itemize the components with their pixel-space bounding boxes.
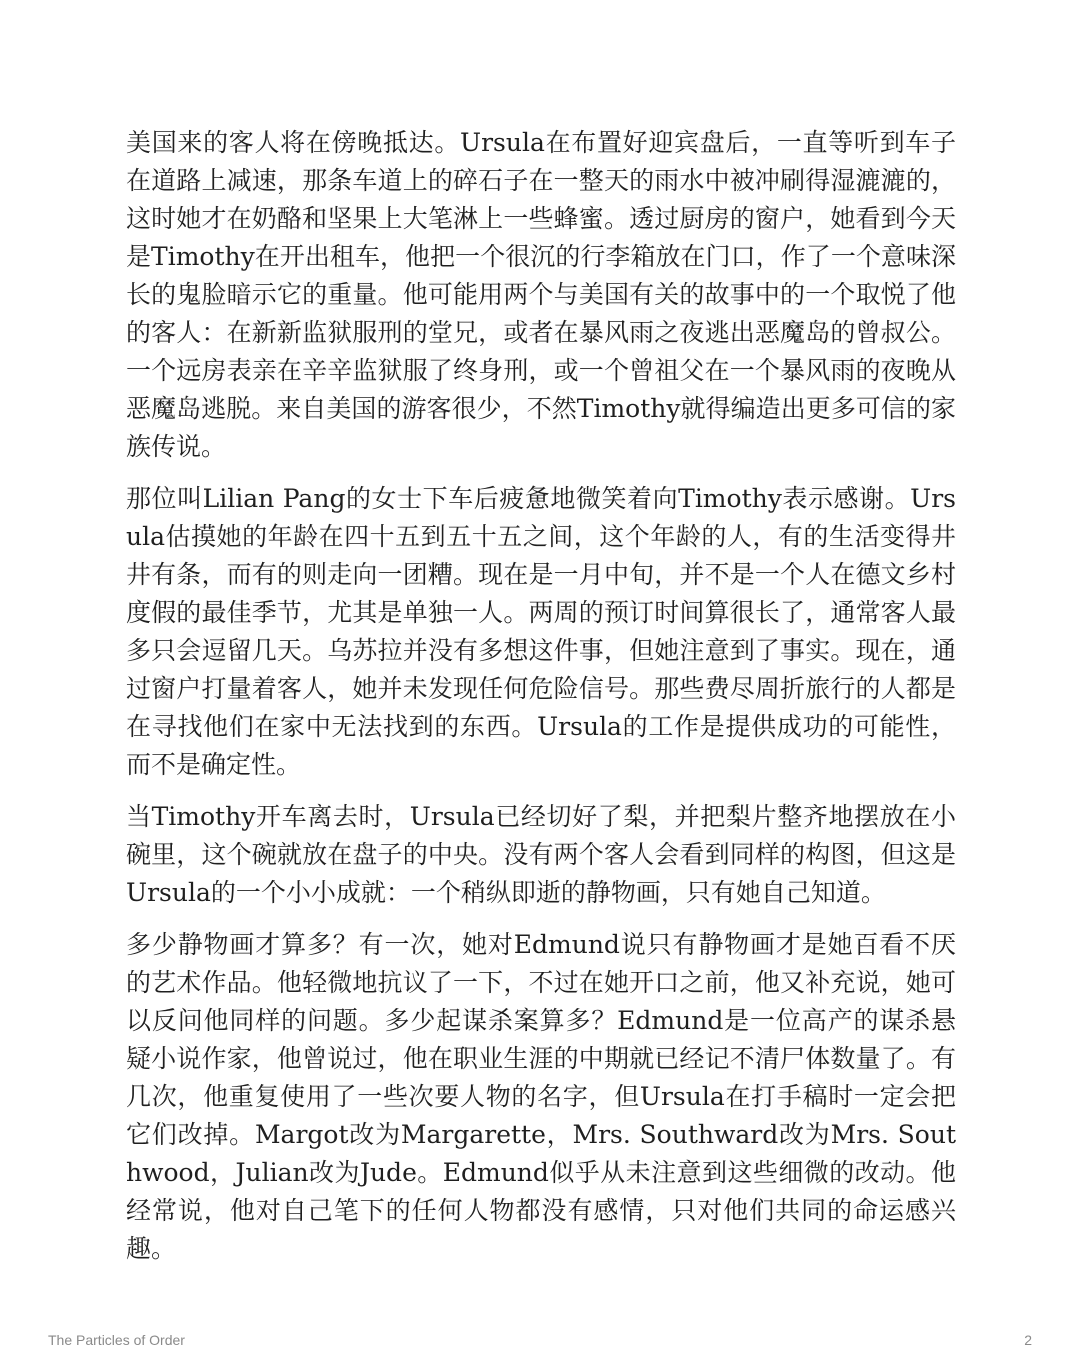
paragraph-2: 那位叫Lilian Pang的女士下车后疲惫地微笑着向Timothy表示感谢。Ursula估摸她的年龄在四十五到五十五之间，这个年龄的人，有的生活变得井井有条，而有的则走向一团糟。现在是一月中旬，并不是一个人在德文乡村度假的最佳季节，尤其是单独一人。两周的预订时间算很长了，通常客人最多只会逗留几天。乌苏拉并没有多想这件事，但她注意到了事实。现在，通过窗户打量着客人，她并未发现任何危险信号。那些费尽周折旅行的人都是在寻找他们在家中无法找到的东西。Ursula的工作是提供成功的可能性，而不是确定性。 <box>126 484 956 779</box>
footer-page-number: 2 <box>1024 1332 1032 1348</box>
body-text <box>126 124 956 1282</box>
paragraph-4: 多少静物画才算多？有一次，她对Edmund说只有静物画才是她百看不厌的艺术作品。他轻微地抗议了一下，不过在她开口之前，他又补充说，她可以反问他同样的问题。多少起谋杀案算多？Edmund是一位高产的谋杀悬疑小说作家，他曾说过，他在职业生涯的中期就已经记不清尸体数量了。有几次，他重复使用了一些次要人物的名字，但Ursula在打手稿时一定会把它们改掉。Margot改为Margarette，Mrs. Southward改为Mrs. Southwood，Julian改为Jude。Edmund似乎从未注意到这些细微的改动。他经常说，他对自己笔下的任何人物都没有感情，只对他们共同的命运感兴趣。 <box>126 930 956 1263</box>
paragraph-3: 当Timothy开车离去时，Ursula已经切好了梨，并把梨片整齐地摆放在小碗里，这个碗就放在盘子的中央。没有两个客人会看到同样的构图，但这是Ursula的一个小小成就：一个稍纵即逝的静物画，只有她自己知道。 <box>126 802 956 907</box>
footer-book-title: The Particles of Order <box>48 1332 185 1348</box>
paragraph-1: 美国来的客人将在傍晚抵达。Ursula在布置好迎宾盘后，一直等听到车子在道路上减速，那条车道上的碎石子在一整天的雨水中被冲刷得湿漉漉的，这时她才在奶酪和坚果上大笔淋上一些蜂蜜。透过厨房的窗户，她看到今天是Timothy在开出租车，他把一个很沉的行李箱放在门口，作了一个意味深长的鬼脸暗示它的重量。他可能用两个与美国有关的故事中的一个取悦了他的客人：在新新监狱服刑的堂兄，或者在暴风雨之夜逃出恶魔岛的曾叔公。一个远房表亲在辛辛监狱服了终身刑，或一个曾祖父在一个暴风雨的夜晚从恶魔岛逃脱。来自美国的游客很少，不然Timothy就得编造出更多可信的家族传说。 <box>126 128 956 461</box>
